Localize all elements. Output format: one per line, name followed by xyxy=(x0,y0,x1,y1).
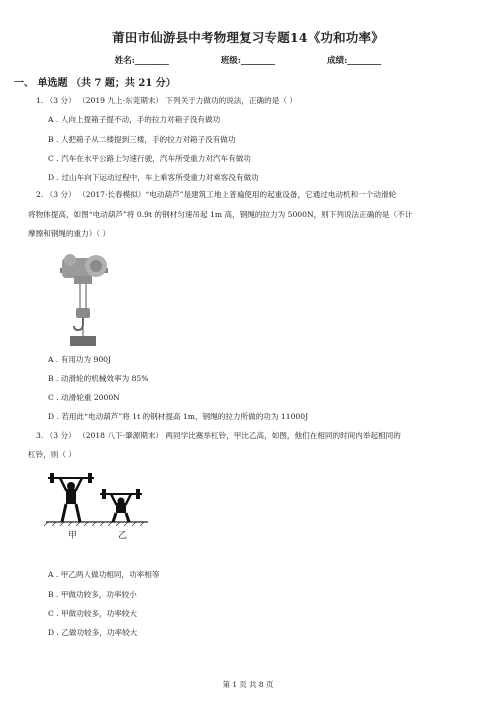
question-3-option-c: C . 甲做功较多，功率较大 xyxy=(48,609,137,618)
steel-load xyxy=(70,336,96,346)
question-3-option-a: A . 甲乙两人做功相同，功率相等 xyxy=(48,570,160,579)
question-1-option-d: D . 过山车向下运动过程中，车上乘客所受重力对乘客没有做功 xyxy=(48,173,259,182)
question-1-stem: 1. （3 分） （2019 九上·东莞期末） 下列关于力做功的说法，正确的是（ ） xyxy=(36,96,297,105)
hook-icon xyxy=(74,318,83,330)
section-heading: 一、 单选题 （共 7 题；共 21 分） xyxy=(14,78,176,89)
question-1-option-a: A . 人向上提箱子提不动，手的拉力对箱子没有做功 xyxy=(48,115,221,124)
figure-label-jia: 甲 xyxy=(68,531,78,541)
score-field-label: 成绩:________ xyxy=(327,56,382,66)
question-2-option-c: C . 动滑轮重 2000N xyxy=(48,393,120,402)
question-3-stem-line-2: 杠铃，则（ ） xyxy=(28,450,76,459)
electric-hoist-figure xyxy=(56,248,112,348)
figure-label-yi: 乙 xyxy=(118,531,128,541)
question-2-option-a: A . 有用功为 900J xyxy=(48,355,112,364)
question-2-option-d: D . 若用此“电动葫芦”将 1t 的钢材提高 1m，钢绳的拉力所做的功为 11000J xyxy=(48,412,309,421)
pulley-block xyxy=(76,308,90,318)
question-2-stem-line-1: 2. （3 分） （2017·长春模拟）“电动葫芦”是建筑工地上普遍使用的起重设备，它通过电动机和一个动滑轮 xyxy=(36,190,397,199)
student-info-row xyxy=(0,54,496,66)
question-2-stem-line-3: 摩擦和钢绳的重力）（ ） xyxy=(28,229,111,238)
question-1-option-b: B . 人把箱子从二楼提到三楼，手的拉力对箱子没有做功 xyxy=(48,135,236,144)
lifter-jia xyxy=(48,473,94,522)
class-field-label: 班级:________ xyxy=(220,56,276,66)
document-title: 莆田市仙游县中考物理复习专题14《功和功率》 xyxy=(112,30,384,45)
name-field-label: 姓名:________ xyxy=(114,56,169,66)
question-3-option-b: B . 甲做功较多，功率较小 xyxy=(48,590,137,599)
question-3-stem-line-1: 3. （3 分） （2018 八下·肇源期末） 两同学比赛举杠铃，甲比乙高，如图，他们在相同的时间内举起相同的 xyxy=(36,431,401,440)
weightlifters-figure xyxy=(44,472,152,544)
question-2-stem-line-2: 将物体提高，如图“电动葫芦”将 0.9t 的钢材匀速吊起 1m 高，钢绳的拉力为 5000N，则下列说法正确的是（不计 xyxy=(28,210,413,219)
question-3-option-d: D . 乙做功较多，功率较大 xyxy=(48,628,138,637)
question-1-option-c: C . 汽车在水平公路上匀速行驶，汽车所受重力对汽车有做功 xyxy=(48,154,251,163)
lifter-yi xyxy=(100,489,142,522)
page-footer: 第 1 页 共 8 页 xyxy=(222,680,274,689)
question-2-option-b: B . 动滑轮的机械效率为 85% xyxy=(48,374,149,383)
